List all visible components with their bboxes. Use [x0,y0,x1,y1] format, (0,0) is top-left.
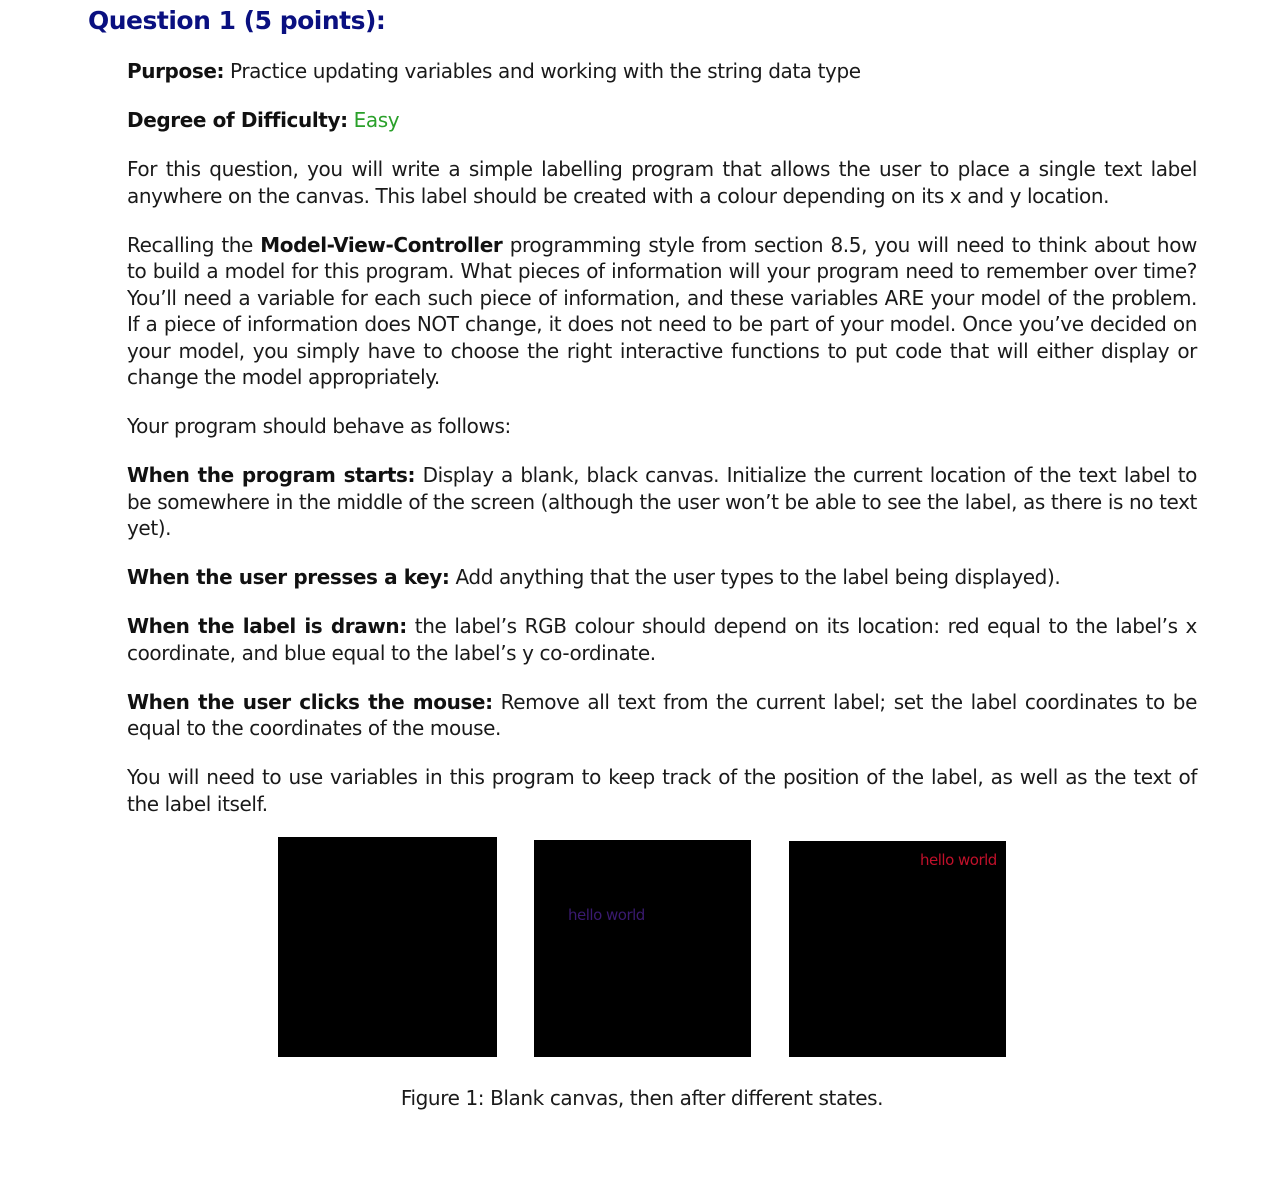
closing-paragraph: You will need to use variables in this program to keep track of the position of the label, as well as the text of the label itself. [127,765,1197,816]
mvc-term: Model-View-Controller [260,232,503,257]
behavior-text: Display a blank, black canvas. Initialize the current location of the text label to be somewhere in the middle of the screen (although the user won’t be able to see the label, as there is no text yet). [127,463,1198,540]
behavior-text: Remove all text from the current label; set the label coordinates to be equal to the coordinates of the mouse. [127,689,1197,740]
behavior-start [127,462,1197,542]
behavior-label: When the user clicks the mouse: [127,689,493,714]
difficulty-label: Degree of Difficulty: [127,108,348,132]
canvas-label-text: hello world [568,906,645,924]
mvc-paragraph [127,232,1197,391]
canvas-label-text: hello world [920,851,997,869]
intro-paragraph: For this question, you will write a simple labelling program that allows the user to place a single text label anywhere on the canvas. This label should be created with a colour depending on its x and y location. [127,157,1197,208]
behavior-label: When the label is drawn: [127,614,407,638]
behavior-label: When the program starts: [127,463,416,487]
blank-canvas [278,837,497,1057]
behavior-click [127,689,1197,742]
purpose-text: Practice updating variables and working with the string data type [224,59,861,83]
difficulty-value: Easy [353,108,400,132]
behave-intro: Your program should behave as follows: [127,414,511,438]
canvas-state-2 [534,840,751,1057]
question-body [127,58,1197,840]
purpose-label: Purpose: [127,59,225,83]
figure-caption: Figure 1: Blank canvas, then after different states. [400,1086,884,1110]
question-heading: Question 1 (5 points): [88,6,386,35]
canvas-state-3 [789,841,1006,1057]
purpose-paragraph [127,58,1197,85]
mvc-pre: Recalling the [127,232,261,257]
behavior-text: Add anything that the user types to the label being displayed). [449,565,1061,589]
difficulty-paragraph [127,107,1197,134]
behavior-draw [127,613,1197,666]
behavior-label: When the user presses a key: [127,565,450,589]
behavior-text: the label’s RGB colour should depend on its location: red equal to the label’s x coordinate, and blue equal to the label’s y co-ordinate. [127,614,1197,665]
behavior-keypress [127,564,1197,591]
mvc-post: programming style from section 8.5, you will need to think about how to build a model for this program. What pieces of information will your program need to remember over time? You’ll need a variable for each such piece of information, and these variables ARE your model of the problem. If a piece of information does NOT change, it does not need to be part of your model. Once you’ve decided on your model, you simply have to choose the right interactive functions to put code that will either display or change the model appropriately. [127,232,1197,389]
